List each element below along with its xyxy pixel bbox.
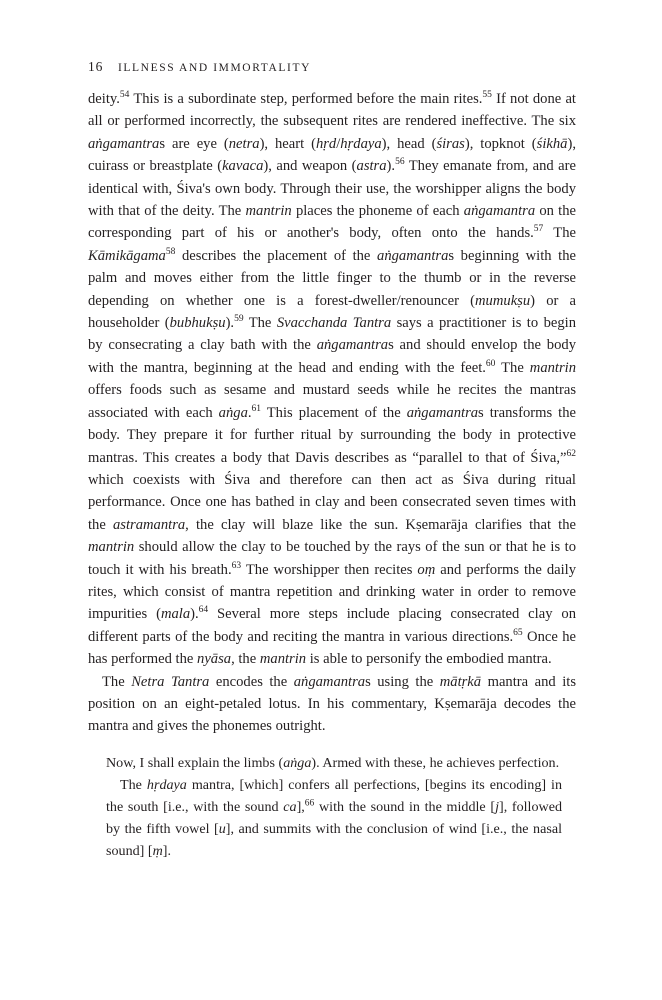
italic-term: kavaca	[222, 158, 264, 175]
body-paragraph	[88, 671, 576, 738]
text-run: says a practitioner is to begin by consecrating a clay bath with the	[88, 315, 576, 354]
italic-term: aṅgamantra	[88, 135, 160, 152]
text-run: on the corresponding part of his or another's body, often onto the hands.	[88, 203, 577, 242]
italic-term: mantrin	[529, 359, 576, 376]
text-run: ). Armed with these, he achieves perfection.	[311, 754, 560, 771]
text-run: ).	[225, 315, 235, 332]
text-run: Several more steps include placing consecrated clay on different parts of the body and reciting the mantra in various directions.	[88, 606, 576, 645]
text-run: If not done at all or performed incorrectly, the subsequent rites are rendered ineffective. The six	[88, 91, 576, 130]
footnote-ref: 64	[198, 605, 209, 616]
book-page	[88, 56, 576, 862]
italic-term: aṅgamantra	[463, 203, 536, 220]
text-run: .	[247, 404, 252, 421]
italic-term: Kāmikāgama	[88, 247, 166, 264]
text-run: ).	[386, 158, 396, 175]
footnote-ref: 55	[482, 90, 492, 101]
italic-term: śiras	[436, 135, 465, 152]
footnote-ref: 62	[566, 448, 576, 459]
body-paragraph	[88, 88, 576, 671]
text-run: should allow the clay to be touched by the rays of the sun or that he is to touch it with his breath.	[88, 539, 576, 578]
italic-term: hṛd	[315, 135, 337, 152]
italic-term: mātṛkā	[439, 673, 482, 690]
italic-term: hṛdaya	[146, 776, 187, 793]
text-run: This placement of the	[261, 404, 407, 421]
text-run: is able to personify the embodied mantra.	[306, 651, 552, 668]
text-run: s beginning with the palm and moves either from the little finger to the thumb or in the reverse depending on whether one is a forest-dweller/renouncer (	[88, 247, 576, 309]
text-run: Once he has performed the	[88, 628, 576, 668]
text-run: ), and weapon (	[263, 158, 357, 175]
text-run: ],	[296, 798, 305, 815]
footnote-ref: 57	[533, 224, 544, 235]
text-run: They emanate from, and are identical with, Śiva's own body. Through their use, the worshipper aligns the body with that of the deity. The	[88, 158, 576, 220]
italic-term: j	[495, 798, 499, 815]
text-run: offers foods such as sesame and mustard seeds while he recites the mantras associated with each	[88, 382, 576, 421]
text-run: s are eye (	[159, 135, 229, 152]
text-run: ].	[162, 842, 171, 859]
running-header	[88, 56, 576, 76]
italic-term: astramantra	[113, 516, 186, 533]
text-run: mantra, [which] confers all perfections, [begins its encoding] in the south [i.e., with the sound	[106, 776, 563, 815]
italic-term: aṅgamantra	[377, 247, 449, 264]
text-run: ) or a householder (	[88, 292, 577, 332]
footnote-ref: 60	[485, 359, 496, 370]
text-run: ), topknot (	[464, 135, 537, 152]
text-run: Now, I shall explain the limbs (	[106, 754, 284, 771]
italic-term: mala	[160, 606, 191, 623]
text-run: and performs the daily rites, which consist of mantra repetition and drinking water in order to remove impurities (	[88, 561, 577, 623]
text-run: , the clay will blaze like the sun. Kṣemarāja clarifies that the	[185, 516, 576, 533]
text-run: with the sound in the middle [	[314, 798, 496, 815]
text-run: The	[120, 776, 147, 793]
italic-term: netra	[228, 135, 260, 152]
footnote-ref: 56	[395, 157, 405, 168]
italic-term: nyāsa	[197, 651, 232, 668]
text-run: The	[495, 359, 530, 376]
italic-term: bubhukṣu	[169, 315, 226, 332]
text-run: The	[543, 225, 576, 242]
text-run: The worshipper then recites	[241, 561, 418, 578]
footnote-ref: 61	[251, 403, 262, 414]
text-run: s transforms the body. They prepare it for further ritual by surrounding the body in protective mantras. This creates a body that Davis describes as “parallel to that of Śiva,”	[88, 404, 576, 466]
italic-term: mantrin	[259, 651, 307, 668]
italic-term: aṅgamantra	[406, 404, 479, 421]
text-run: ), head (	[381, 135, 437, 152]
italic-term: Svacchanda Tantra	[276, 315, 392, 332]
page-number: 16	[88, 59, 104, 74]
italic-term: ṃ	[152, 842, 163, 859]
italic-term: Netra Tantra	[131, 673, 210, 690]
footnote-ref: 59	[234, 314, 244, 325]
text-run: ], followed by the fifth vowel [	[106, 798, 563, 837]
text-run: mantra and its position on an eight-petaled lotus. In his commentary, Kṣemarāja decodes the mantra and gives the phonemes outright.	[88, 673, 576, 735]
quote-paragraph	[106, 752, 562, 774]
text-run: deity.	[88, 91, 120, 107]
text-run: s using the	[365, 673, 440, 690]
italic-term: oṃ	[417, 561, 436, 578]
text-run: s and should envelop the body with the mantra, beginning at the head and ending with the feet.	[88, 337, 576, 376]
text-run: The	[102, 673, 132, 690]
quote-paragraph	[106, 774, 562, 862]
text-run: places the phoneme of each	[291, 203, 464, 220]
text-run: ), cuirass or breastplate (	[88, 135, 576, 175]
block-quote	[106, 752, 562, 862]
footnote-ref: 58	[165, 246, 176, 257]
footnote-ref: 66	[304, 798, 315, 809]
text-run: ], and summits with the conclusion of wind [i.e., the nasal sound] [	[106, 820, 562, 859]
italic-term: aṅga	[283, 754, 312, 771]
italic-term: hṛdaya	[340, 135, 382, 152]
italic-term: u	[218, 820, 226, 837]
footnote-ref: 54	[119, 90, 130, 101]
italic-term: aṅgamantra	[293, 673, 366, 690]
text-run: describes the placement of the	[175, 247, 378, 264]
text-run: encodes the	[209, 673, 294, 690]
text-run: which coexists with Śiva and therefore can then act as Śiva during ritual performance. Once one has bathed in clay and been consecrated seven times with the	[88, 471, 576, 533]
footnote-ref: 65	[513, 627, 523, 638]
italic-term: śikhā	[536, 135, 568, 152]
italic-term: mantrin	[88, 539, 135, 556]
italic-term: aṅga	[218, 404, 248, 421]
italic-term: aṅgamantra	[316, 337, 389, 354]
text-run: ).	[190, 606, 199, 623]
running-title: ILLNESS AND IMMORTALITY	[118, 62, 311, 74]
text-run: /	[336, 135, 341, 152]
text-run: , the	[231, 651, 260, 668]
text-run: This is a subordinate step, performed before the main rites.	[129, 91, 483, 107]
text-run: ), heart (	[259, 135, 316, 152]
italic-term: mantrin	[245, 203, 292, 220]
italic-term: astra	[356, 158, 387, 175]
footnote-ref: 63	[231, 560, 242, 571]
text-run: The	[243, 315, 277, 332]
italic-term: ca	[283, 798, 297, 815]
italic-term: mumukṣu	[475, 292, 531, 309]
